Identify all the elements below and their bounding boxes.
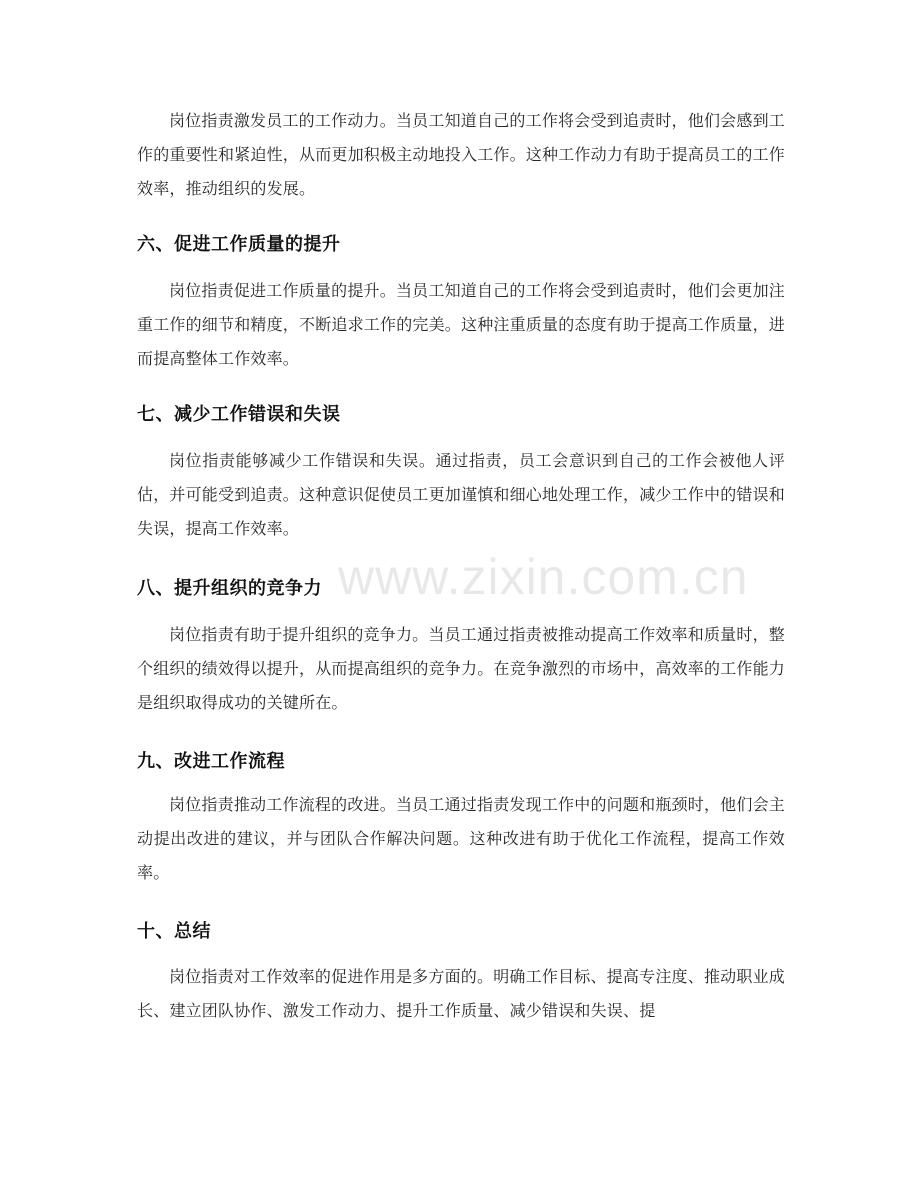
watermark: www.zixin.com.cn — [338, 549, 749, 605]
heading-summary: 十、总结 — [137, 921, 211, 942]
paragraph-motivation: 岗位指责激发员工的工作动力。当员工知道自己的工作将会受到追责时，他们会感到工作的重要性和紧迫性，从而更加积极主动地投入工作。这种工作动力有助于提高员工的工作效率，推动组织的发展。 — [137, 111, 786, 198]
heading-quality: 六、促进工作质量的提升 — [137, 234, 341, 255]
paragraph-summary: 岗位指责对工作效率的促进作用是多方面的。明确工作目标、提高专注度、推动职业成长、建立团队协作、激发工作动力、提升工作质量、减少错误和失误、提 — [137, 967, 785, 1020]
heading-reduce-errors: 七、减少工作错误和失误 — [137, 404, 341, 425]
heading-competitiveness: 八、提升组织的竞争力 — [137, 578, 322, 599]
heading-process: 九、改进工作流程 — [137, 751, 285, 772]
paragraph-competitiveness: 岗位指责有助于提升组织的竞争力。当员工通过指责被推动提高工作效率和质量时，整个组织的绩效得以提升，从而提高组织的竞争力。在竞争激烈的市场中，高效率的工作能力是组织取得成功的关键所在。 — [137, 625, 786, 712]
paragraph-reduce-errors: 岗位指责能够减少工作错误和失误。通过指责，员工会意识到自己的工作会被他人评估，并可能受到追责。这种意识促使员工更加谨慎和细心地处理工作，减少工作中的错误和失误，提高工作效率。 — [137, 451, 786, 538]
paragraph-quality: 岗位指责促进工作质量的提升。当员工知道自己的工作将会受到追责时，他们会更加注重工作的细节和精度，不断追求工作的完美。这种注重质量的态度有助于提高工作质量，进而提高整体工作效率。 — [137, 281, 786, 368]
paragraph-process: 岗位指责推动工作流程的改进。当员工通过指责发现工作中的问题和瓶颈时，他们会主动提出改进的建议，并与团队合作解决问题。这种改进有助于优化工作流程，提高工作效率。 — [137, 795, 785, 882]
